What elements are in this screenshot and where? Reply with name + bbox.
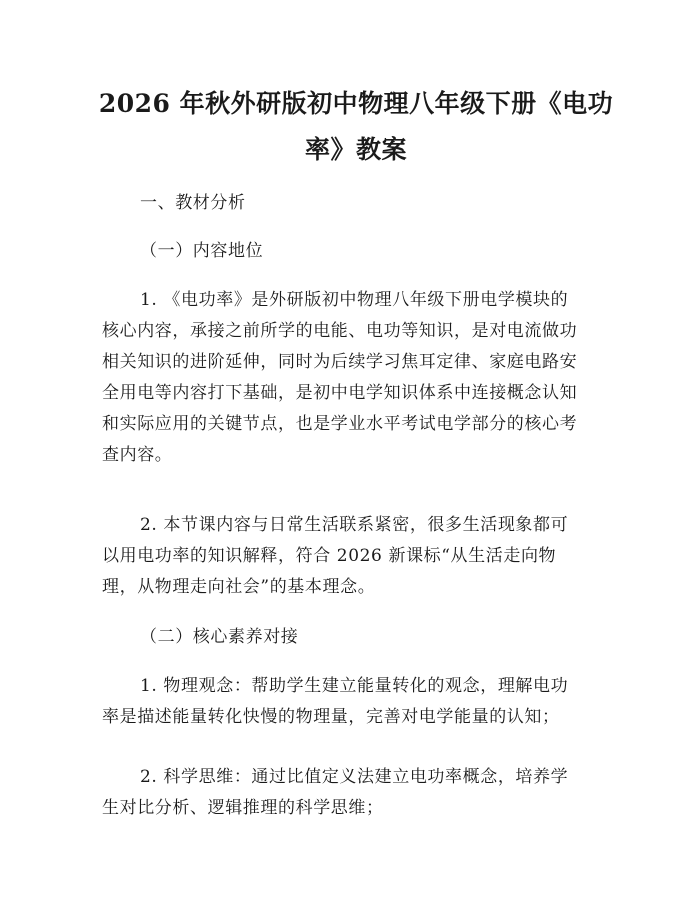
paragraph-line: 以用电功率的知识解释，符合 2026 新课标“从生活走向物 <box>102 546 557 566</box>
paragraph-line: 1. 《电功率》是外研版初中物理八年级下册电学模块的 <box>140 290 569 310</box>
paragraph-line: 2. 科学思维：通过比值定义法建立电功率概念，培养学 <box>140 767 569 787</box>
paragraph-line: 相关知识的进阶延伸，同时为后续学习焦耳定律、家庭电路安 <box>102 352 578 372</box>
paragraph-line: 生对比分析、逻辑推理的科学思维； <box>102 798 384 818</box>
document-title-line-2: 率》教案 <box>304 135 407 164</box>
section-heading: 一、教材分析 <box>140 193 246 213</box>
paragraph-line: 2. 本节课内容与日常生活联系紧密，很多生活现象都可 <box>140 515 569 535</box>
paragraph-line: 查内容。 <box>102 445 173 465</box>
paragraph-line: 率是描述能量转化快慢的物理量，完善对电学能量的认知； <box>102 707 560 727</box>
paragraph-line: 和实际应用的关键节点，也是学业水平考试电学部分的核心考 <box>102 414 578 434</box>
paragraph-line: 理，从物理走向社会”的基本理念。 <box>102 577 376 597</box>
subsection-heading: （一）内容地位 <box>140 241 264 261</box>
paragraph-line: 1. 物理观念：帮助学生建立能量转化的观念，理解电功 <box>140 676 569 696</box>
paragraph-line: 核心内容，承接之前所学的电能、电功等知识，是对电流做功 <box>102 321 578 341</box>
subsection-heading: （二）核心素养对接 <box>140 627 299 647</box>
paragraph-line: 全用电等内容打下基础，是初中电学知识体系中连接概念认知 <box>102 383 578 403</box>
document-title-line-1: 2026 年秋外研版初中物理八年级下册《电功 <box>98 89 614 118</box>
